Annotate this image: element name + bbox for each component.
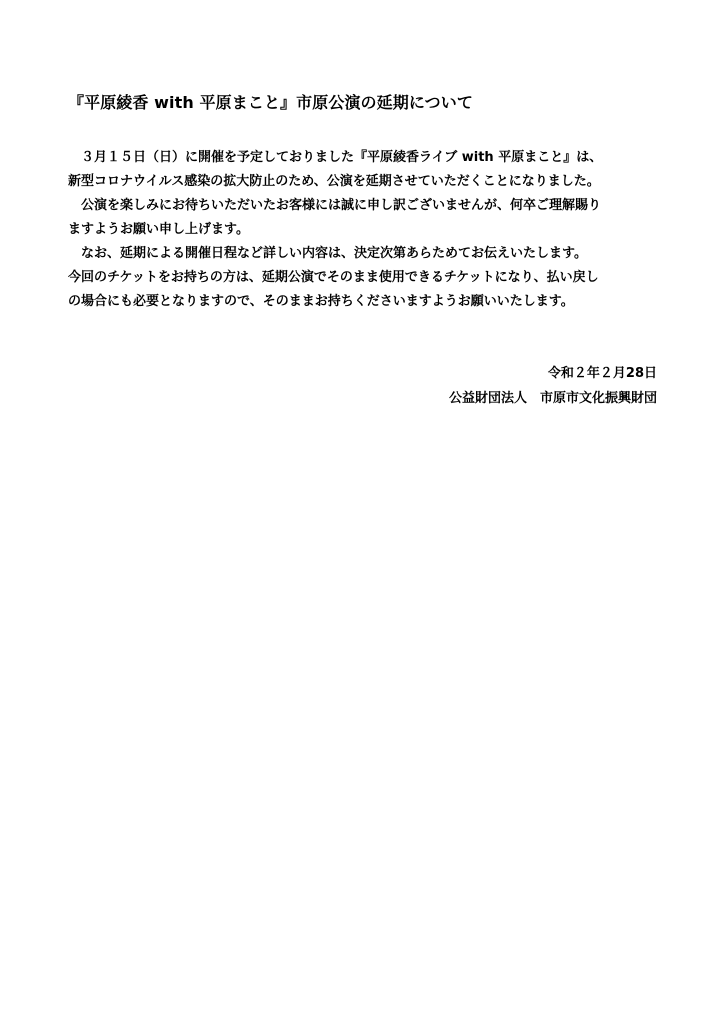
document-title: 『平原綾香 with 平原まこと』市原公演の延期について <box>68 93 473 112</box>
notice-body <box>68 146 668 314</box>
issue-date: 令和２年２月28日 <box>547 366 657 381</box>
body-line: なお、延期による開催日程など詳しい内容は、決定次第あらためてお伝えいたします。 <box>68 246 587 261</box>
body-line: 公演を楽しみにお待ちいただいたお客様には誠に申し訳ございませんが、何卒ご理解賜り <box>68 198 602 213</box>
body-line: ３月１５日（日）に開催を予定しておりました『平原綾香ライブ with 平原まこと』は、 <box>68 150 603 165</box>
body-line: 今回のチケットをお持ちの方は、延期公演でそのまま使用できるチケットになり、払い戻し <box>68 270 599 285</box>
issuing-organization: 公益財団法人 市原市文化振興財団 <box>448 391 657 406</box>
body-line: の場合にも必要となりますので、そのままお持ちくださいますようお願いいたします。 <box>68 294 574 309</box>
body-line: 新型コロナウイルス感染の拡大防止のため、公演を延期させていただくことになりました。 <box>68 174 600 189</box>
body-line: ますようお願い申し上げます。 <box>68 222 249 237</box>
